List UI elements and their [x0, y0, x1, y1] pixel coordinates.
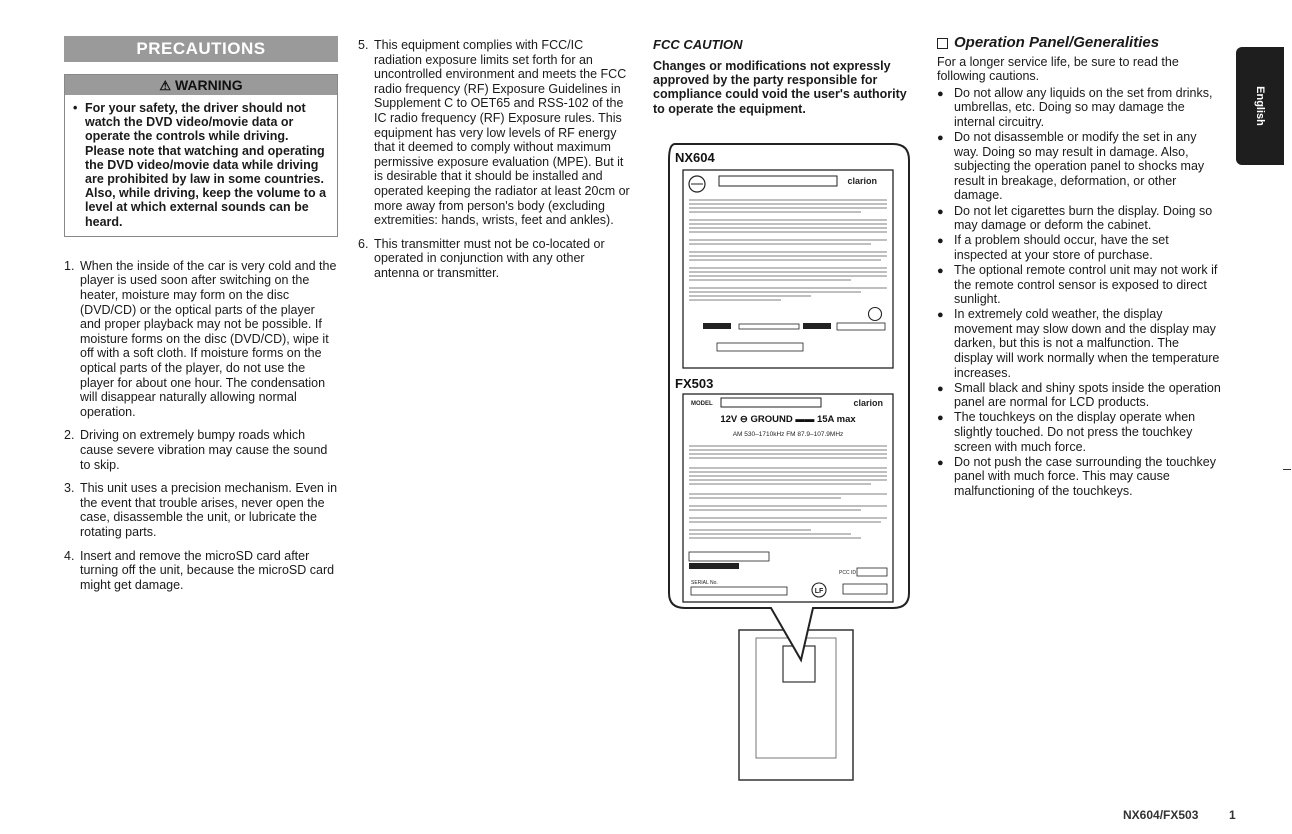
- bullet-icon: ●: [937, 87, 944, 100]
- list-item: 2. Driving on extremely bumpy roads which cause severe vibration may cause the sound to skip.: [64, 428, 328, 472]
- list-item: ● If a problem should occur, have the set inspected at your store of purchase.: [937, 233, 1169, 262]
- precautions-column: [64, 0, 338, 601]
- precautions-list-2: [358, 38, 630, 281]
- fcc-caution-title: FCC CAUTION: [653, 37, 743, 52]
- operation-bullets: [937, 86, 1221, 499]
- list-item: ● Small black and shiny spots inside the operation panel are normal for LCD products.: [937, 380, 1221, 410]
- list-item: ● Do not disassemble or modify the set in any way. Doing so may result in damage. Also, subjecting the operation panel to shocks may result in breakage, deformation, or other damage.: [937, 130, 1205, 203]
- label-plate-illustration: [661, 140, 921, 795]
- list-item: 6. This transmitter must not be co-located or operated in conjunction with any other antenna or transmitter.: [358, 236, 605, 280]
- bullet-icon: ●: [937, 412, 944, 425]
- warning-label: WARNING: [174, 77, 243, 93]
- precautions-list-1: [64, 259, 338, 592]
- warning-triangle-icon: ⚠: [159, 78, 171, 93]
- list-item: 4. Insert and remove the microSD card after turning off the unit, because the microSD card might get damage.: [64, 548, 335, 592]
- bullet-icon: ●: [937, 264, 944, 277]
- fcc-caution-text: Changes or modifications not expressly approved by the party responsible for compliance could void the user's authority to operate the equipment.: [653, 58, 907, 116]
- warning-box: [64, 74, 338, 237]
- list-item: ● Do not push the case surrounding the touchkey panel with much force. This may cause malfunctioning of the touchkeys.: [937, 454, 1216, 498]
- fx503-frequency-range: AM 530–1710kHz FM 87.9–107.9MHz: [732, 431, 844, 438]
- fx503-pcc-label: PCC ID: [839, 570, 856, 576]
- fx503-model-field-label: MODEL: [691, 401, 713, 407]
- checkbox-square-icon: [937, 38, 948, 49]
- operation-column: [937, 0, 1221, 499]
- bullet-icon: ●: [937, 205, 944, 218]
- fx503-power-rating: 12V ⊖ GROUND ▬▬ 15A max: [720, 414, 856, 425]
- fx503-serial-label: SERIAL No.: [691, 580, 718, 586]
- footer-model: NX604/FX503: [1123, 808, 1199, 822]
- operation-title: Operation Panel/Generalities: [937, 36, 1221, 51]
- warning-body: [65, 95, 337, 236]
- warning-header: [65, 75, 337, 95]
- nx604-model-heading: NX604: [675, 150, 715, 165]
- bullet-icon: ●: [937, 456, 944, 469]
- list-item: ● The optional remote control unit may not work if the remote control sensor is exposed to direct sunlight.: [937, 262, 1218, 307]
- bullet-icon: ●: [937, 309, 944, 322]
- svg-text:LF: LF: [814, 588, 824, 595]
- fx503-model-heading: FX503: [675, 376, 714, 391]
- precautions-heading: PRECAUTIONS: [64, 36, 338, 62]
- bullet-icon: ●: [937, 235, 944, 248]
- fcc-column: [653, 0, 918, 116]
- warning-text: For your safety, the driver should not watch the DVD video/movie data or operate the controls while driving. Please note that watching and operating the DVD video/movie data while driving are prohibited by law in some countries. Also, while driving, keep the volume to a level at which external sounds can be heard.: [85, 101, 327, 229]
- page-number: 1: [1229, 808, 1236, 822]
- list-item: ● The touchkeys on the display operate when slightly touched. Do not press the touchkey screen with much force.: [937, 410, 1196, 454]
- fx503-brand-logo: clarion: [853, 398, 883, 408]
- precautions-column-2: [358, 0, 630, 290]
- operation-intro: For a longer service life, be sure to read the following cautions.: [937, 54, 1179, 84]
- bullet-icon: ●: [937, 382, 944, 395]
- list-item: 3. This unit uses a precision mechanism. Even in the event that trouble arises, never open the case, disassemble the unit, or lubricate the rotating parts.: [64, 481, 338, 539]
- list-item: 5. This equipment complies with FCC/IC radiation exposure limits set forth for an uncontrolled environment and meets the FCC radio frequency (RF) Exposure Guidelines in Supplement C to OET65 and RSS-102 of the IC radio frequency (RF) Exposure rules. This equipment has very low levels of RF energy that it deemed to comply without maximum permissive exposure evaluation (MPE). But it is desirable that it should be installed and operated keeping the radiator at least 20cm or more away from person's body (excluding extremities: hands, wrists, feet and ankles).: [358, 38, 630, 228]
- bullet-icon: ●: [937, 132, 944, 145]
- list-item: ● Do not let cigarettes burn the display. Doing so may damage or deform the cabinet.: [937, 203, 1213, 233]
- list-item: ● In extremely cold weather, the display movement may slow down and the display may darken, but this is not a malfunction. The display will work normally when the temperature increases.: [937, 307, 1220, 380]
- language-side-tab: English: [1236, 47, 1284, 165]
- list-item: 1. When the inside of the car is very cold and the player is used soon after switching on the heater, moisture may form on the disc (DVD/CD) or the optical parts of the player and proper playback may not be possible. If moisture forms on the disc (DVD/CD), wipe it off with a soft cloth. If moisture forms on the optical parts of the player, do not use the player for about one hour. The condensation will disappear naturally allowing normal operation.: [64, 258, 337, 419]
- nx604-brand-logo: clarion: [847, 176, 877, 186]
- list-item: ● Do not allow any liquids on the set from drinks, umbrellas, etc. Doing so may damage the internal circuitry.: [937, 85, 1213, 129]
- bullet-dot-icon: •: [73, 101, 78, 115]
- margin-tick: [1283, 469, 1291, 470]
